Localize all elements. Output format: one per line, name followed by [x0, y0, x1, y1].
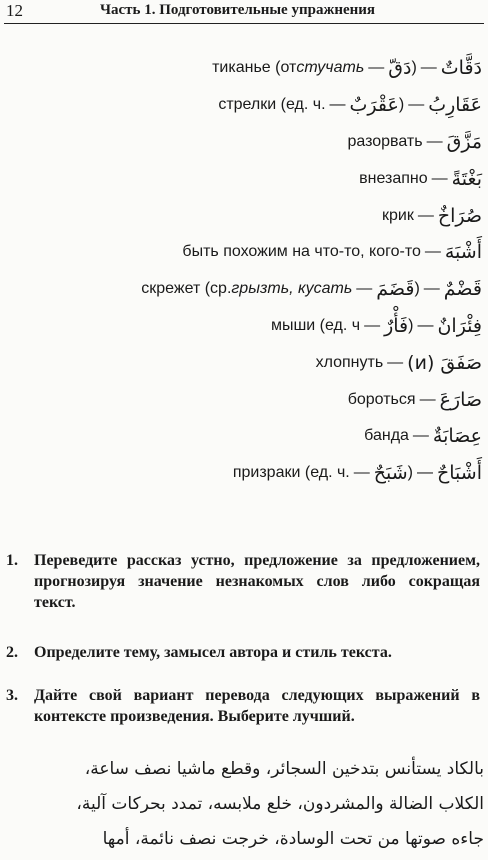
russian-meaning: банда — [364, 427, 409, 445]
vocab-entry — [0, 160, 488, 197]
arabic-line: جاءه صوتها من تحت الوسادة، خرجت نصف نائمة، أمها — [102, 829, 484, 849]
running-title: Часть 1. Подготовительные упражнения — [100, 2, 376, 18]
meaning-note: стучать — [296, 59, 365, 77]
arabic-root: دَقّ — [388, 57, 412, 80]
task-number: 3. — [6, 687, 18, 704]
russian-meaning: бороться — [347, 390, 416, 408]
dash-separator: — — [420, 59, 437, 77]
arabic-line: الكلاب الضالة والمشردون، خلع ملابسه، تمدد بحركات آلية، — [76, 794, 484, 814]
arabic-root: فَأْرٌ — [384, 314, 409, 337]
arabic-word: مَزَّقَ — [446, 130, 482, 153]
dash-separator: — — [408, 96, 425, 114]
vocabulary-list — [0, 50, 488, 492]
page-number: 12 — [6, 1, 23, 20]
arabic-passage — [4, 752, 484, 857]
russian-meaning: скрежет (ср. — [141, 280, 232, 298]
task-text: Дайте свой вариант перевода следующих выражений в контексте произведения. Выберите лучший. — [34, 687, 480, 725]
russian-meaning: крик — [381, 206, 414, 224]
vocab-entry — [0, 50, 488, 87]
dash-separator: — — [417, 316, 434, 334]
russian-meaning: быть похожим на что-то, кого-то — [182, 243, 421, 261]
arabic-root: شَبَحٌ — [373, 462, 408, 485]
dash-separator: — — [353, 464, 370, 482]
task-text: Определите тему, замысел автора и стиль текста. — [34, 644, 392, 661]
vocab-entry — [0, 234, 488, 271]
arabic-line: بالكاد يستأنس بتدخين السجائر، وقطع ماشيا نصف ساعة، — [84, 759, 484, 779]
dash-separator: — — [417, 206, 434, 224]
dash-separator: — — [424, 243, 441, 261]
closing-paren: ) — [398, 96, 405, 114]
task-number: 2. — [6, 644, 18, 661]
arabic-word: أَشْبَاحٌ — [437, 462, 482, 485]
dash-separator: — — [431, 169, 448, 187]
header-rule — [4, 23, 484, 24]
meaning-note: грызть, кусать — [231, 280, 353, 298]
russian-meaning: призраки (ед. ч. — [232, 464, 350, 482]
dash-separator: — — [329, 96, 346, 114]
arabic-word: صُرَاخٌ — [437, 204, 482, 227]
arabic-word: قَضْمٌ — [443, 278, 482, 301]
arabic-word: أَشْبَهَ — [444, 241, 482, 264]
dash-separator: — — [417, 464, 433, 482]
vocab-entry — [0, 308, 488, 345]
task-number: 1. — [6, 552, 18, 569]
vocab-entry — [0, 271, 488, 308]
arabic-word: فِئْرَانٌ — [437, 314, 482, 337]
vocab-entry — [0, 418, 488, 455]
russian-meaning: хлопнуть — [315, 353, 384, 371]
vocab-entry — [0, 197, 488, 234]
dash-separator: — — [368, 59, 385, 77]
closing-paren: ) — [408, 316, 414, 334]
russian-meaning: стрелки (ед. ч. — [218, 96, 326, 114]
dash-separator: — — [387, 353, 404, 371]
arabic-root: قَضَمَ — [376, 278, 415, 301]
closing-paren: ) — [414, 280, 420, 298]
arabic-word: دَقَّاتٌ — [440, 57, 482, 80]
vocab-entry — [0, 124, 488, 161]
page-header — [0, 0, 488, 24]
dash-separator: — — [426, 132, 443, 150]
dash-separator: — — [419, 390, 436, 408]
russian-meaning: мыши (ед. ч — [270, 316, 361, 334]
dash-separator: — — [423, 280, 440, 298]
arabic-word: بَغْتَةً — [451, 167, 482, 190]
russian-meaning: тиканье (от — [212, 59, 297, 77]
arabic-word: صَارَعَ — [439, 388, 482, 411]
dash-separator: — — [364, 316, 381, 334]
closing-paren: ) — [411, 59, 417, 77]
task-text: Переведите рассказ устно, предложение за предложением, прогнозируя значение незнакомых слов либо сокращая текст. — [34, 552, 480, 611]
arabic-word: عَقَارِبُ — [428, 94, 482, 117]
dash-separator: — — [356, 280, 373, 298]
vocab-entry — [0, 344, 488, 381]
russian-meaning: внезапно — [359, 169, 428, 187]
russian-meaning: разорвать — [347, 132, 423, 150]
vocab-entry — [0, 455, 488, 492]
arabic-word: عِصَابَةٌ — [432, 425, 482, 448]
arabic-word: صَفَقَ (и) — [407, 351, 482, 374]
dash-separator: — — [412, 427, 429, 445]
vocab-entry — [0, 87, 488, 124]
vocab-entry — [0, 381, 488, 418]
closing-paren: ) — [407, 464, 413, 482]
arabic-root: عَقْرَبٌ — [349, 94, 399, 117]
